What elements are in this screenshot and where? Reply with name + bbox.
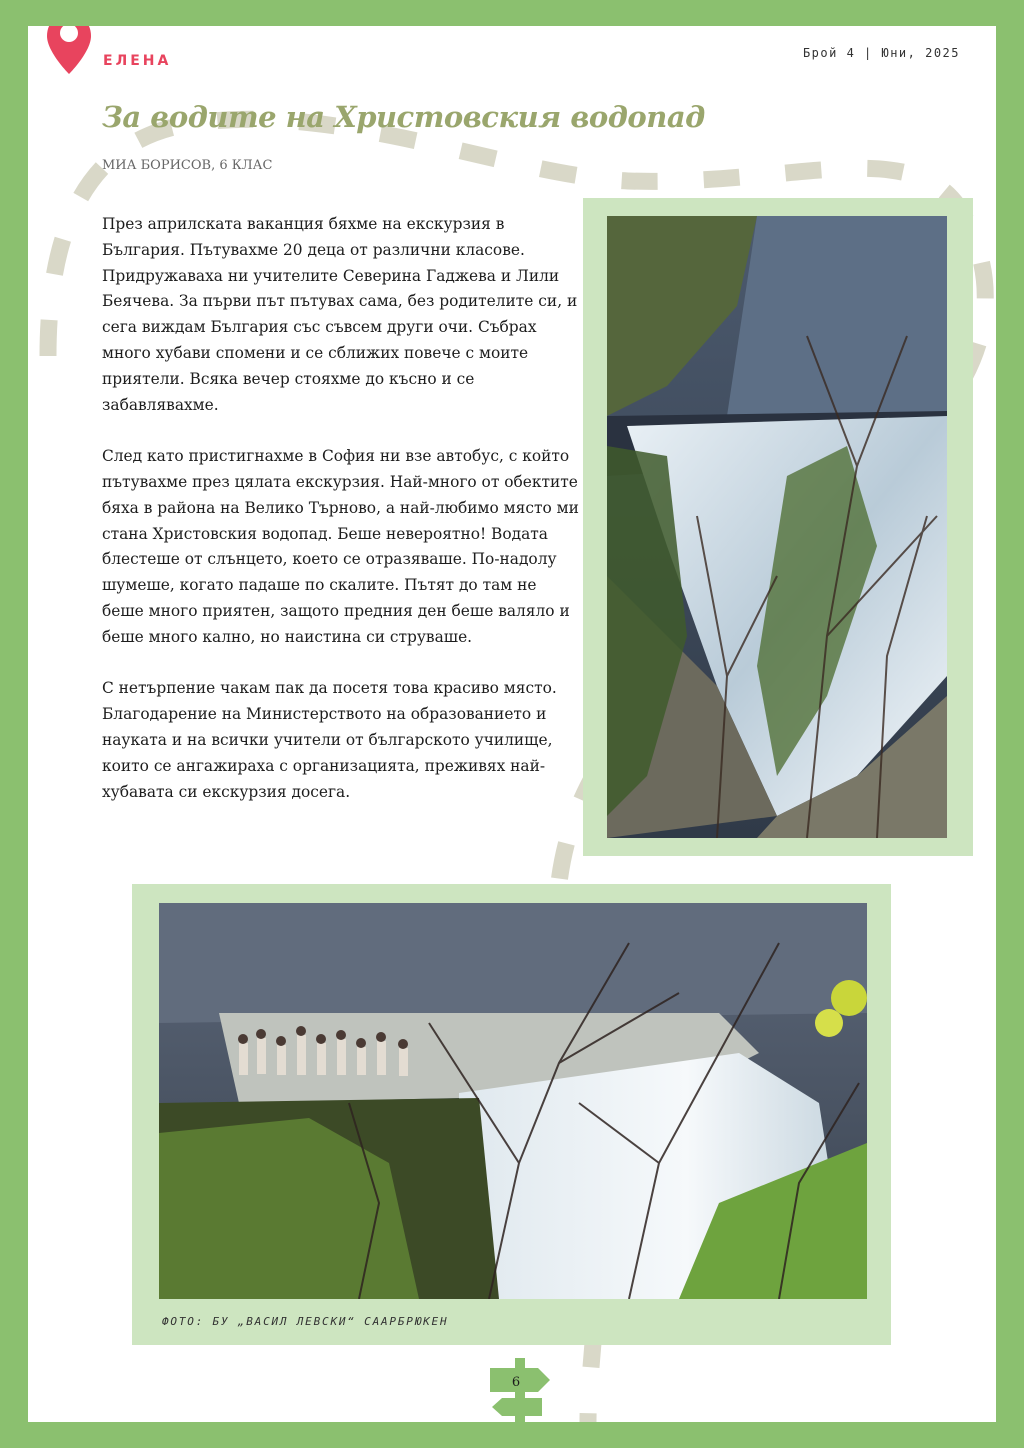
issue-info: Брой 4 | Юни, 2025	[802, 46, 960, 60]
map-pin-icon	[44, 26, 94, 78]
article-title: За водите на Христовския водопад	[102, 100, 705, 134]
photo-caption: ФОТО: БУ „ВАСИЛ ЛЕВСКИ“ СААРБРЮКЕН	[162, 1315, 449, 1328]
photo-frame-waterfall-group	[132, 884, 891, 1345]
waterfall-photo-vertical	[607, 216, 947, 838]
article-body	[102, 212, 582, 831]
magazine-page	[28, 26, 996, 1422]
page-number: 6	[511, 1375, 521, 1390]
photo-frame-waterfall-vertical	[583, 198, 973, 856]
article-paragraph: След като пристигнахме в София ни взе автобус, с който пътувахме през цялата екскурзия. Най-много от обектите бяха в района на Велико Търново, а най-любимо място ми стана Христовския водопад. Беше невероятно! Водата блестеше от слънцето, което се отразяваше. По-надолу шумеше, когато падаше по скалите. Пътят до там не беше много приятен, защото предния ден беше валяло и беше много кално, но наистина си струваше.	[102, 447, 579, 646]
brand-name: ЕЛЕНА	[103, 53, 172, 69]
article-author: МИА БОРИСОВ, 6 КЛАС	[102, 158, 273, 173]
article-paragraph: През априлската ваканция бяхме на екскурзия в България. Пътувахме 20 деца от различни класове. Придружаваха ни учителите Северина Гаджева и Лили Беячева. За първи път пътувах сама, без родителите си, и сега виждам България със съвсем други очи. Събрах много хубави спомени и се сближих повече с моите приятели. Всяка вечер стояхме до късно и се забавлявахме.	[102, 215, 578, 414]
article-paragraph: С нетърпение чакам пак да посетя това красиво място. Благодарение на Министерството на образованието и науката и на всички учители от българското училище, които се ангажираха с организацията, преживях най-хубавата си екскурзия досега.	[102, 679, 557, 801]
signpost-icon	[490, 1358, 552, 1422]
waterfall-group-photo	[159, 903, 867, 1299]
